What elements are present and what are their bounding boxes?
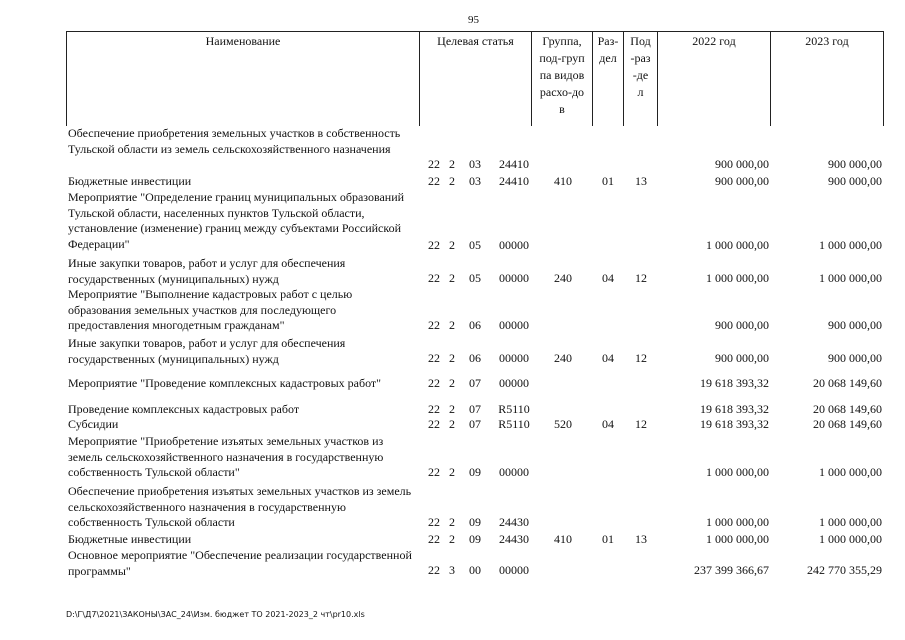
- cell-v2022: 19 618 393,32: [700, 417, 769, 431]
- cell-t2: 2: [449, 402, 455, 416]
- cell-v2022: 1 000 000,00: [706, 465, 769, 479]
- row-name: Обеспечение приобретения изъятых земельных участков из земель сельскохозяйственного назначения в государственную собственность Тульской области: [68, 484, 412, 529]
- cell-v2023: 20 068 149,60: [813, 417, 882, 431]
- cell-grp: 240: [554, 271, 572, 285]
- cell-sec: 01: [602, 532, 614, 546]
- cell-t2: 2: [449, 515, 455, 529]
- cell-v2023: 1 000 000,00: [819, 238, 882, 252]
- cell-t1: 22: [428, 318, 440, 332]
- cell-t2: 2: [449, 318, 455, 332]
- cell-t1: 22: [428, 563, 440, 577]
- cell-v2023: 242 770 355,29: [807, 563, 882, 577]
- cell-v2023: 1 000 000,00: [819, 271, 882, 285]
- header-2022: 2022 год: [657, 31, 771, 126]
- cell-grp: 410: [554, 174, 572, 188]
- cell-t4: R5110: [498, 417, 530, 431]
- row-name: Мероприятие "Выполнение кадастровых работ с целью образования земельных участков для последующего предоставления многодетным гражданам": [68, 287, 353, 332]
- cell-t3: 00: [469, 563, 481, 577]
- cell-v2022: 237 399 366,67: [694, 563, 769, 577]
- cell-t1: 22: [428, 174, 440, 188]
- cell-v2022: 19 618 393,32: [700, 376, 769, 390]
- cell-v2023: 1 000 000,00: [819, 532, 882, 546]
- cell-t4: 00000: [499, 238, 529, 252]
- cell-v2022: 1 000 000,00: [706, 532, 769, 546]
- cell-t4: 00000: [499, 465, 529, 479]
- row-name: Проведение комплексных кадастровых работ: [68, 402, 300, 416]
- row-name: Бюджетные инвестиции: [68, 532, 192, 546]
- row-name: Бюджетные инвестиции: [68, 174, 192, 188]
- table-row: [0, 126, 905, 173]
- table-row: [0, 287, 905, 334]
- row-name: Мероприятие "Определение границ муниципальных образований Тульской области, населенных пунктов Тульской области, установление (изменение) границ между субъектами Российской Федерации": [68, 190, 405, 251]
- cell-t3: 09: [469, 515, 481, 529]
- cell-t1: 22: [428, 238, 440, 252]
- row-name: Субсидии: [68, 417, 119, 431]
- cell-t1: 22: [428, 271, 440, 285]
- file-path-footer: D:\Г\Д7\2021\ЗАКОНЫ\ЗАС_24\Изм. бюджет ТО 2021-2023_2 чт\pr10.xls: [66, 610, 365, 619]
- cell-t2: 2: [449, 351, 455, 365]
- cell-t4: R5110: [498, 402, 530, 416]
- cell-v2023: 20 068 149,60: [813, 376, 882, 390]
- cell-t4: 00000: [499, 563, 529, 577]
- row-name: Иные закупки товаров, работ и услуг для обеспечения государственных (муниципальных) нужд: [68, 336, 346, 366]
- cell-t4: 24430: [499, 515, 529, 529]
- header-subsection: Под-раз-дел: [623, 31, 658, 126]
- cell-v2023: 1 000 000,00: [819, 465, 882, 479]
- cell-t3: 05: [469, 271, 481, 285]
- cell-t3: 07: [469, 417, 481, 431]
- cell-v2022: 19 618 393,32: [700, 402, 769, 416]
- cell-v2023: 900 000,00: [828, 157, 882, 171]
- cell-sec: 04: [602, 417, 614, 431]
- cell-v2022: 900 000,00: [715, 174, 769, 188]
- cell-sub: 12: [635, 351, 647, 365]
- cell-t2: 2: [449, 271, 455, 285]
- cell-t1: 22: [428, 402, 440, 416]
- cell-t2: 2: [449, 532, 455, 546]
- cell-t3: 05: [469, 238, 481, 252]
- cell-sec: 04: [602, 271, 614, 285]
- cell-t3: 06: [469, 351, 481, 365]
- cell-t4: 24430: [499, 532, 529, 546]
- row-name: Обеспечение приобретения земельных участков в собственность Тульской области из земель сельскохозяйственного назначения: [68, 126, 401, 156]
- cell-t1: 22: [428, 465, 440, 479]
- cell-t3: 07: [469, 376, 481, 390]
- cell-sub: 12: [635, 417, 647, 431]
- cell-t3: 09: [469, 532, 481, 546]
- cell-t4: 00000: [499, 271, 529, 285]
- row-name: Мероприятие "Приобретение изъятых земельных участков из земель сельскохозяйственного назначения в государственную собственность Тульской области": [68, 434, 384, 479]
- cell-t1: 22: [428, 417, 440, 431]
- cell-t3: 03: [469, 174, 481, 188]
- cell-grp: 240: [554, 351, 572, 365]
- cell-v2022: 1 000 000,00: [706, 238, 769, 252]
- cell-t3: 03: [469, 157, 481, 171]
- row-name: Иные закупки товаров, работ и услуг для обеспечения государственных (муниципальных) нужд: [68, 256, 346, 286]
- cell-sub: 13: [635, 532, 647, 546]
- cell-t4: 24410: [499, 157, 529, 171]
- cell-t4: 24410: [499, 174, 529, 188]
- cell-v2023: 900 000,00: [828, 351, 882, 365]
- cell-sub: 12: [635, 271, 647, 285]
- cell-v2022: 900 000,00: [715, 318, 769, 332]
- cell-t1: 22: [428, 157, 440, 171]
- cell-t2: 2: [449, 417, 455, 431]
- cell-v2022: 1 000 000,00: [706, 271, 769, 285]
- cell-v2023: 900 000,00: [828, 318, 882, 332]
- header-name: Наименование: [66, 31, 420, 126]
- cell-grp: 410: [554, 532, 572, 546]
- table-row: [0, 402, 905, 418]
- header-2023: 2023 год: [770, 31, 884, 126]
- header-target-article: Целевая статья: [419, 31, 532, 126]
- table-row: [0, 417, 905, 433]
- row-name: Основное мероприятие "Обеспечение реализации государственной программы": [68, 548, 412, 578]
- cell-sec: 04: [602, 351, 614, 365]
- cell-v2022: 900 000,00: [715, 157, 769, 171]
- table-row: [0, 336, 905, 367]
- cell-t1: 22: [428, 515, 440, 529]
- cell-t3: 06: [469, 318, 481, 332]
- table-row: [0, 376, 905, 392]
- cell-v2023: 900 000,00: [828, 174, 882, 188]
- cell-t3: 09: [469, 465, 481, 479]
- row-name: Мероприятие "Проведение комплексных кадастровых работ": [68, 376, 382, 390]
- cell-t4: 00000: [499, 318, 529, 332]
- cell-sub: 13: [635, 174, 647, 188]
- cell-t1: 22: [428, 351, 440, 365]
- cell-t4: 00000: [499, 376, 529, 390]
- table-row: [0, 434, 905, 481]
- cell-v2022: 1 000 000,00: [706, 515, 769, 529]
- cell-t2: 2: [449, 157, 455, 171]
- header-section: Раз-дел: [592, 31, 624, 126]
- cell-grp: 520: [554, 417, 572, 431]
- cell-t2: 2: [449, 174, 455, 188]
- cell-v2023: 1 000 000,00: [819, 515, 882, 529]
- cell-t2: 3: [449, 563, 455, 577]
- table-row: [0, 174, 905, 190]
- cell-t2: 2: [449, 465, 455, 479]
- cell-t2: 2: [449, 238, 455, 252]
- cell-t1: 22: [428, 376, 440, 390]
- cell-t1: 22: [428, 532, 440, 546]
- table-row: [0, 256, 905, 287]
- cell-v2023: 20 068 149,60: [813, 402, 882, 416]
- header-group: Группа, под-группа видов расхо-дов: [531, 31, 593, 126]
- page-number: 95: [468, 14, 479, 26]
- cell-v2022: 900 000,00: [715, 351, 769, 365]
- table-row: [0, 190, 905, 254]
- cell-sec: 01: [602, 174, 614, 188]
- table-row: [0, 484, 905, 531]
- table-row: [0, 548, 905, 579]
- cell-t3: 07: [469, 402, 481, 416]
- table-row: [0, 532, 905, 548]
- cell-t4: 00000: [499, 351, 529, 365]
- cell-t2: 2: [449, 376, 455, 390]
